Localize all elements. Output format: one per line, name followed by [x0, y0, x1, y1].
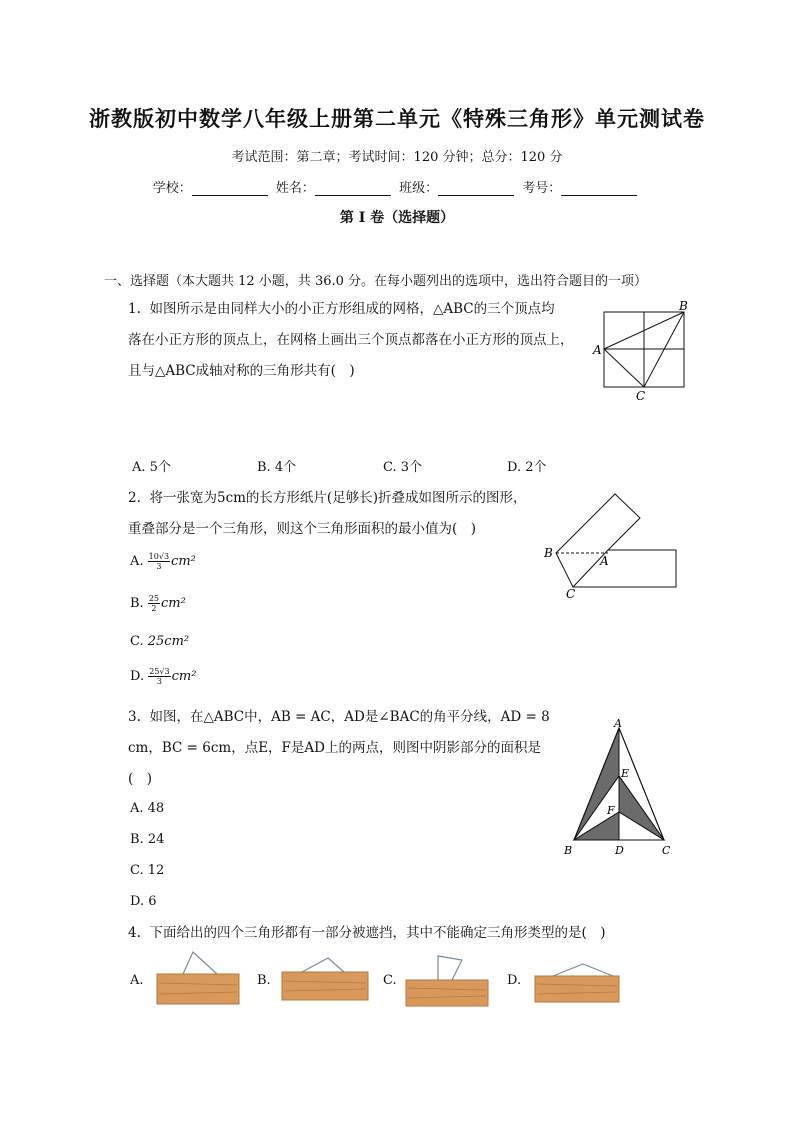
option-b[interactable]: B. 4个	[257, 460, 297, 475]
name-label: 姓名：	[275, 181, 315, 196]
vertex-label: C	[566, 587, 576, 601]
option-b[interactable]	[130, 594, 186, 613]
covered-triangle-c	[404, 948, 492, 1008]
fraction-denominator: 3	[156, 562, 162, 571]
fraction-numerator: 10√3	[148, 552, 170, 561]
folded-paper-figure	[540, 490, 690, 602]
unit: cm²	[171, 669, 197, 684]
option-d[interactable]: D. 6	[130, 894, 157, 909]
option-value: 25cm²	[147, 634, 190, 649]
exam-scope: 考试范围：第二章；考试时间：120 分钟；总分：120 分	[231, 150, 563, 165]
unit: cm²	[171, 554, 196, 569]
vertex-label: C	[636, 389, 646, 403]
option-c[interactable]: C.	[383, 973, 397, 988]
fraction-denominator: 2	[151, 604, 157, 613]
vertex-label: A	[600, 554, 609, 568]
question-text-line: cm，BC = 6cm，点E，F是AD上的两点，则图中阴影部分的面积是	[128, 740, 542, 756]
covered-triangle-a	[155, 950, 243, 1006]
grid-triangle-figure	[590, 298, 700, 406]
question-2	[128, 483, 526, 545]
section-heading: 一、选择题（本大题共 12 小题，共 36.0 分。在每小题列出的选项中，选出符合题目的一项）	[104, 274, 648, 289]
shaded-triangle-figure	[560, 716, 680, 862]
question-1	[128, 294, 574, 387]
question-text-line: 重叠部分是一个三角形，则这个三角形面积的最小值为( )	[128, 521, 477, 537]
fraction-denominator: 3	[156, 677, 162, 686]
option-a[interactable]: A.	[130, 973, 144, 988]
question-number: 1.	[128, 301, 141, 317]
name-blank[interactable]	[315, 182, 391, 196]
question-text-line: 如图所示是由同样大小的小正方形组成的网格，△ABC的三个顶点均	[149, 301, 555, 317]
volume-heading: 第 I 卷（选择题）	[339, 210, 455, 226]
fraction-numerator: 25	[148, 594, 160, 603]
school-blank[interactable]	[192, 182, 268, 196]
option-label: D.	[130, 669, 145, 684]
option-a[interactable]	[130, 552, 196, 571]
option-label: C.	[130, 634, 144, 649]
question-text-line: ( )	[128, 771, 153, 787]
vertex-label: D	[615, 844, 624, 857]
option-c[interactable]: C. 3个	[383, 460, 423, 475]
question-number: 3.	[128, 709, 141, 725]
option-d[interactable]: D.	[507, 973, 522, 988]
question-text-line: 下面给出的四个三角形都有一部分被遮挡，其中不能确定三角形类型的是( )	[149, 925, 606, 941]
vertex-label: B	[564, 844, 573, 857]
option-a[interactable]: A. 5个	[132, 460, 171, 475]
covered-triangle-d	[533, 952, 621, 1006]
vertex-label: B	[544, 546, 553, 560]
student-info-row	[0, 177, 794, 196]
fraction	[148, 667, 170, 686]
question-text-line: 将一张宽为5cm的长方形纸片(足够长)折叠成如图所示的图形，	[149, 490, 527, 506]
fraction	[148, 552, 170, 571]
option-b[interactable]: B.	[257, 973, 271, 988]
class-blank[interactable]	[438, 182, 514, 196]
question-3	[128, 702, 550, 795]
covered-triangle-b	[280, 950, 370, 1006]
exam-number-blank[interactable]	[561, 182, 637, 196]
question-text-line: 且与△ABC成轴对称的三角形共有( )	[128, 363, 355, 379]
option-label: A.	[130, 554, 144, 569]
vertex-label: A	[614, 717, 622, 730]
vertex-label: A	[593, 343, 602, 357]
question-4	[128, 918, 606, 949]
unit: cm²	[161, 596, 186, 611]
vertex-label: B	[679, 299, 688, 313]
fraction-numerator: 25√3	[149, 667, 170, 676]
page-title: 浙教版初中数学八年级上册第二单元《特殊三角形》单元测试卷	[89, 106, 705, 131]
option-a[interactable]: A. 48	[130, 801, 165, 816]
option-c[interactable]	[130, 634, 189, 649]
option-c[interactable]: C. 12	[130, 863, 165, 878]
question-number: 4.	[128, 925, 141, 941]
option-label: B.	[130, 596, 144, 611]
fraction	[148, 594, 160, 613]
question-text-line: 落在小正方形的顶点上，在网格上画出三个顶点都落在小正方形的顶点上，	[128, 332, 574, 348]
option-d[interactable]	[130, 667, 196, 686]
class-label: 班级：	[399, 181, 439, 196]
school-label: 学校：	[152, 181, 192, 196]
exam-number-label: 考号：	[522, 181, 562, 196]
question-text-line: 如图，在△ABC中，AB = AC，AD是∠BAC的角平分线，AD = 8	[149, 709, 550, 725]
option-b[interactable]: B. 24	[130, 832, 165, 847]
question-number: 2.	[128, 490, 141, 506]
vertex-label: C	[662, 844, 671, 857]
point-label: F	[607, 804, 615, 817]
option-d[interactable]: D. 2个	[507, 460, 547, 475]
point-label: E	[621, 767, 630, 780]
